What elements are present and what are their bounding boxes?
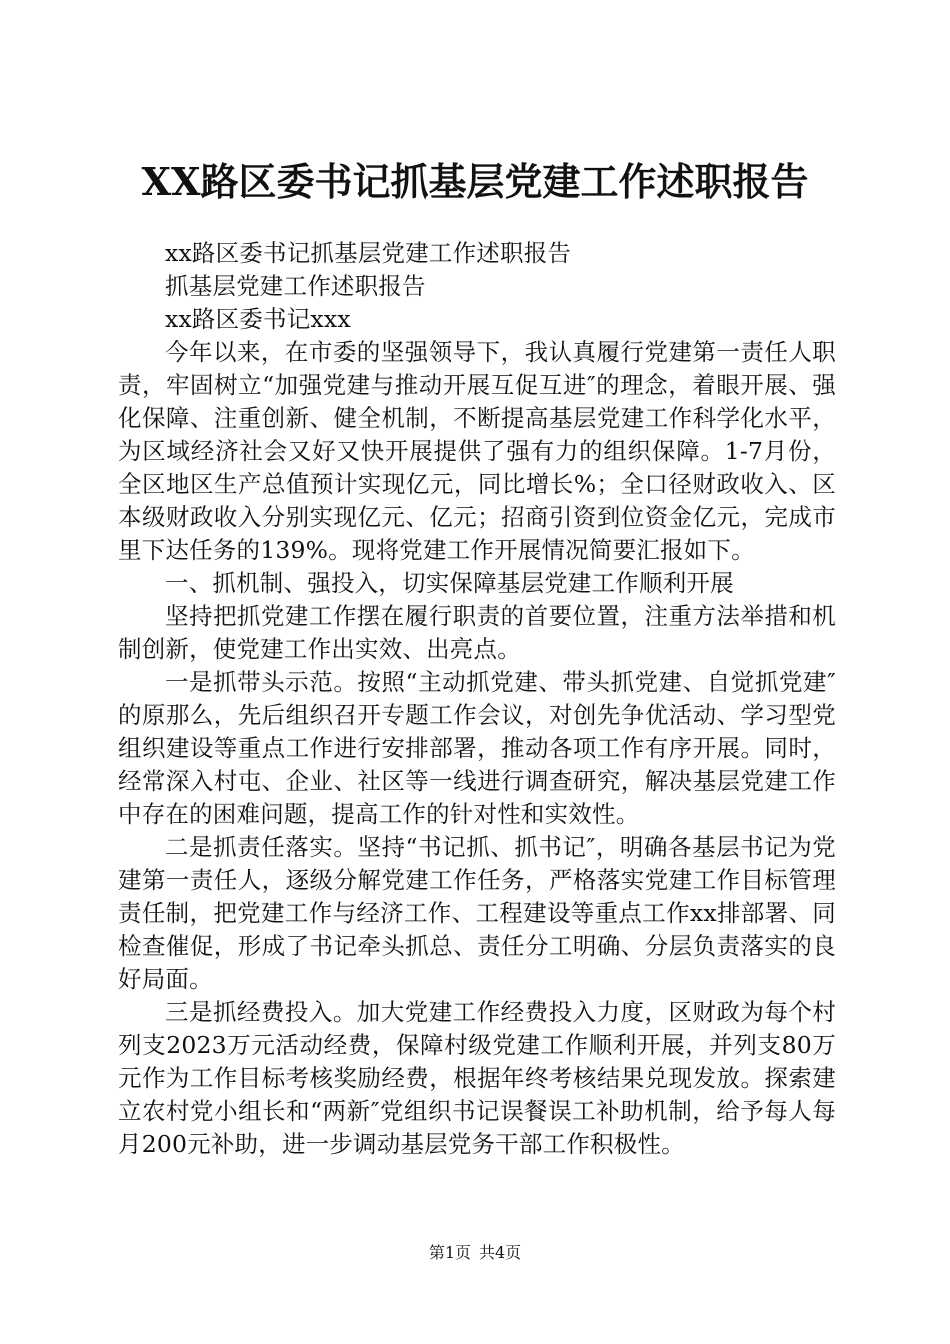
body-paragraph: 三是抓经费投入。加大党建工作经费投入力度，区财政为每个村列支2023万元活动经费，保障村级党建工作顺利开展，并列支80万元作为工作目标考核奖励经费，根据年终考核结果兑现发放。探索建立农村党小组长和“两新″党组织书记误餐误工补助机制，给予每人每月200元补助，进一步调动基层党务干部工作积极性。 (118, 998, 836, 1158)
page-number: 第1页 (428, 1243, 471, 1262)
document-title: XX路区委书记抓基层党建工作述职报告 (141, 159, 809, 204)
section-heading: 一、抓机制、强投入，切实保障基层党建工作顺利开展 (165, 569, 734, 597)
report-heading-line: 抓基层党建工作述职报告 (165, 272, 426, 300)
document-body (118, 237, 836, 1161)
page-total: 共4页 (479, 1243, 522, 1262)
body-paragraph: 二是抓责任落实。坚持“书记抓、抓书记″，明确各基层书记为党建第一责任人，逐级分解党建工作任务，严格落实党建工作目标管理责任制，把党建工作与经济工作、工程建设等重点工作xx排部署、同检查催促，形成了书记牵头抓总、责任分工明确、分层负责落实的良好局面。 (118, 833, 836, 993)
body-paragraph: 一是抓带头示范。按照“主动抓党建、带头抓党建、自觉抓党建″的原那么，先后组织召开专题工作会议，对创先争优活动、学习型党组织建设等重点工作进行安排部署，推动各项工作有序开展。同时，经常深入村屯、企业、社区等一线进行调查研究，解决基层党建工作中存在的困难问题，提高工作的针对性和实效性。 (118, 668, 836, 828)
page-footer (0, 1241, 950, 1265)
author-line: xx路区委书记xxx (165, 305, 351, 333)
intro-paragraph: 今年以来，在市委的坚强领导下，我认真履行党建第一责任人职责，牢固树立“加强党建与推动开展互促互进″的理念，着眼开展、强化保障、注重创新、健全机制，不断提高基层党建工作科学化水平，为区域经济社会又好又快开展提供了强有力的组织保障。1-7月份，全区地区生产总值预计实现亿元，同比增长%；全口径财政收入、区本级财政收入分别实现亿元、亿元；招商引资到位资金亿元，完成市里下达任务的139%。现将党建工作开展情况简要汇报如下。 (118, 338, 836, 564)
subtitle-line: xx路区委书记抓基层党建工作述职报告 (165, 239, 572, 267)
body-paragraph: 坚持把抓党建工作摆在履行职责的首要位置，注重方法举措和机制创新，使党建工作出实效、出亮点。 (118, 602, 836, 663)
